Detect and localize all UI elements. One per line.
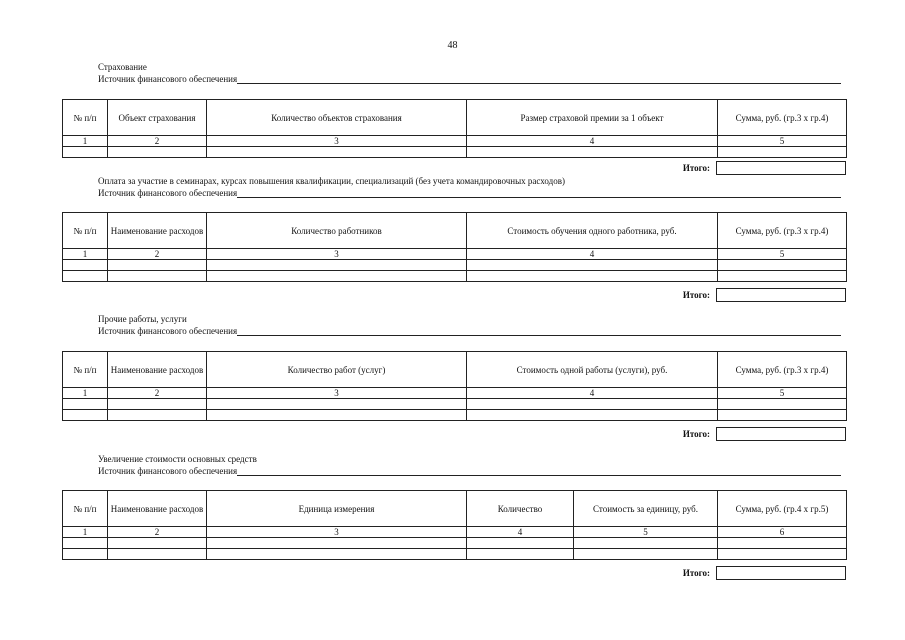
training-table — [62, 212, 847, 282]
total-field[interactable] — [716, 427, 846, 441]
table-cell[interactable] — [718, 410, 847, 421]
col-number: 4 — [467, 136, 718, 147]
table-row[interactable] — [63, 260, 847, 271]
col-header-number: № п/п — [63, 352, 108, 388]
funding-source-line[interactable] — [98, 74, 841, 85]
funding-source-label: Источник финансового обеспечения — [98, 74, 238, 84]
total-row — [62, 161, 846, 175]
table-cell[interactable] — [207, 549, 467, 560]
col-header-premium: Размер страховой премии за 1 объект — [467, 100, 718, 136]
table-cell[interactable] — [467, 260, 718, 271]
funding-source-line[interactable] — [98, 188, 841, 199]
total-label: Итого: — [682, 290, 710, 300]
col-number: 1 — [63, 249, 108, 260]
col-header-sum: Сумма, руб. (гр.3 х гр.4) — [718, 352, 847, 388]
table-cell[interactable] — [63, 399, 108, 410]
col-number: 3 — [207, 249, 467, 260]
funding-source-line[interactable] — [98, 326, 841, 337]
fixed-assets-table — [62, 490, 847, 560]
col-header-sum: Сумма, руб. (гр.3 х гр.4) — [718, 213, 847, 249]
table-cell[interactable] — [63, 538, 108, 549]
total-label: Итого: — [682, 429, 710, 439]
col-number: 2 — [108, 249, 207, 260]
table-cell[interactable] — [718, 147, 847, 158]
table-cell[interactable] — [718, 549, 847, 560]
table-cell[interactable] — [108, 260, 207, 271]
section-title-training: Оплата за участие в семинарах, курсах повышения квалификации, специализаций (без учета командировочных расходов) — [98, 176, 565, 186]
table-cell[interactable] — [108, 271, 207, 282]
col-number: 5 — [574, 527, 718, 538]
insurance-table — [62, 99, 847, 158]
col-header-cost: Стоимость одной работы (услуги), руб. — [467, 352, 718, 388]
table-cell[interactable] — [467, 147, 718, 158]
table-row[interactable] — [63, 147, 847, 158]
table-cell[interactable] — [63, 549, 108, 560]
section-title-fixed-assets: Увеличение стоимости основных средств — [98, 454, 257, 464]
col-number: 2 — [108, 136, 207, 147]
table-cell[interactable] — [467, 271, 718, 282]
table-row[interactable] — [63, 271, 847, 282]
table-cell[interactable] — [108, 549, 207, 560]
col-header-unit-cost: Стоимость за единицу, руб. — [574, 491, 718, 527]
total-row — [62, 288, 846, 302]
funding-source-label: Источник финансового обеспечения — [98, 188, 238, 198]
table-cell[interactable] — [718, 538, 847, 549]
table-cell[interactable] — [207, 147, 467, 158]
total-field[interactable] — [716, 566, 846, 580]
col-header-workers: Количество работников — [207, 213, 467, 249]
section-title-insurance: Страхование — [98, 62, 147, 72]
section-title-other-services: Прочие работы, услуги — [98, 314, 187, 324]
funding-source-field[interactable] — [237, 466, 841, 476]
total-field[interactable] — [716, 288, 846, 302]
total-row — [62, 427, 846, 441]
table-cell[interactable] — [467, 399, 718, 410]
col-header-expense-name: Наименование расходов — [108, 352, 207, 388]
table-cell[interactable] — [108, 147, 207, 158]
col-header-sum: Сумма, руб. (гр.3 х гр.4) — [718, 100, 847, 136]
col-number: 3 — [207, 136, 467, 147]
table-cell[interactable] — [467, 538, 574, 549]
page-number: 48 — [447, 40, 458, 51]
col-number: 4 — [467, 388, 718, 399]
table-cell[interactable] — [718, 260, 847, 271]
table-row[interactable] — [63, 538, 847, 549]
col-header-cost: Стоимость обучения одного работника, руб. — [467, 213, 718, 249]
col-header-expense-name: Наименование расходов — [108, 213, 207, 249]
table-row[interactable] — [63, 399, 847, 410]
table-cell[interactable] — [63, 147, 108, 158]
col-number: 6 — [718, 527, 847, 538]
col-number: 1 — [63, 388, 108, 399]
table-cell[interactable] — [63, 271, 108, 282]
other-services-table — [62, 351, 847, 421]
col-number: 3 — [207, 527, 467, 538]
col-number: 4 — [467, 249, 718, 260]
col-number: 2 — [108, 388, 207, 399]
table-row[interactable] — [63, 549, 847, 560]
table-cell[interactable] — [207, 399, 467, 410]
col-header-object: Объект страхования — [108, 100, 207, 136]
table-cell[interactable] — [108, 399, 207, 410]
col-number: 5 — [718, 249, 847, 260]
table-cell[interactable] — [467, 549, 574, 560]
funding-source-field[interactable] — [237, 326, 841, 336]
table-cell[interactable] — [207, 271, 467, 282]
col-header-sum: Сумма, руб. (гр.4 х гр.5) — [718, 491, 847, 527]
table-cell[interactable] — [574, 549, 718, 560]
col-header-works-count: Количество работ (услуг) — [207, 352, 467, 388]
table-cell[interactable] — [207, 410, 467, 421]
funding-source-label: Источник финансового обеспечения — [98, 326, 238, 336]
col-number: 3 — [207, 388, 467, 399]
col-header-expense-name: Наименование расходов — [108, 491, 207, 527]
table-cell[interactable] — [718, 271, 847, 282]
table-cell[interactable] — [108, 538, 207, 549]
table-cell[interactable] — [467, 410, 718, 421]
table-cell[interactable] — [63, 410, 108, 421]
total-label: Итого: — [682, 568, 710, 578]
funding-source-field[interactable] — [237, 188, 841, 198]
funding-source-line[interactable] — [98, 466, 841, 477]
table-cell[interactable] — [207, 538, 467, 549]
col-header-number: № п/п — [63, 100, 108, 136]
table-row[interactable] — [63, 410, 847, 421]
total-field[interactable] — [716, 161, 846, 175]
col-number: 2 — [108, 527, 207, 538]
funding-source-field[interactable] — [237, 74, 841, 84]
table-cell[interactable] — [63, 260, 108, 271]
funding-source-label: Источник финансового обеспечения — [98, 466, 238, 476]
col-header-number: № п/п — [63, 491, 108, 527]
col-number: 5 — [718, 388, 847, 399]
table-cell[interactable] — [108, 410, 207, 421]
col-number: 5 — [718, 136, 847, 147]
col-number: 4 — [467, 527, 574, 538]
col-header-number: № п/п — [63, 213, 108, 249]
col-header-count: Количество объектов страхования — [207, 100, 467, 136]
table-cell[interactable] — [718, 399, 847, 410]
table-cell[interactable] — [574, 538, 718, 549]
col-number: 1 — [63, 527, 108, 538]
col-header-quantity: Количество — [467, 491, 574, 527]
col-number: 1 — [63, 136, 108, 147]
total-row — [62, 566, 846, 580]
col-header-unit: Единица измерения — [207, 491, 467, 527]
table-cell[interactable] — [207, 260, 467, 271]
total-label: Итого: — [682, 163, 710, 173]
